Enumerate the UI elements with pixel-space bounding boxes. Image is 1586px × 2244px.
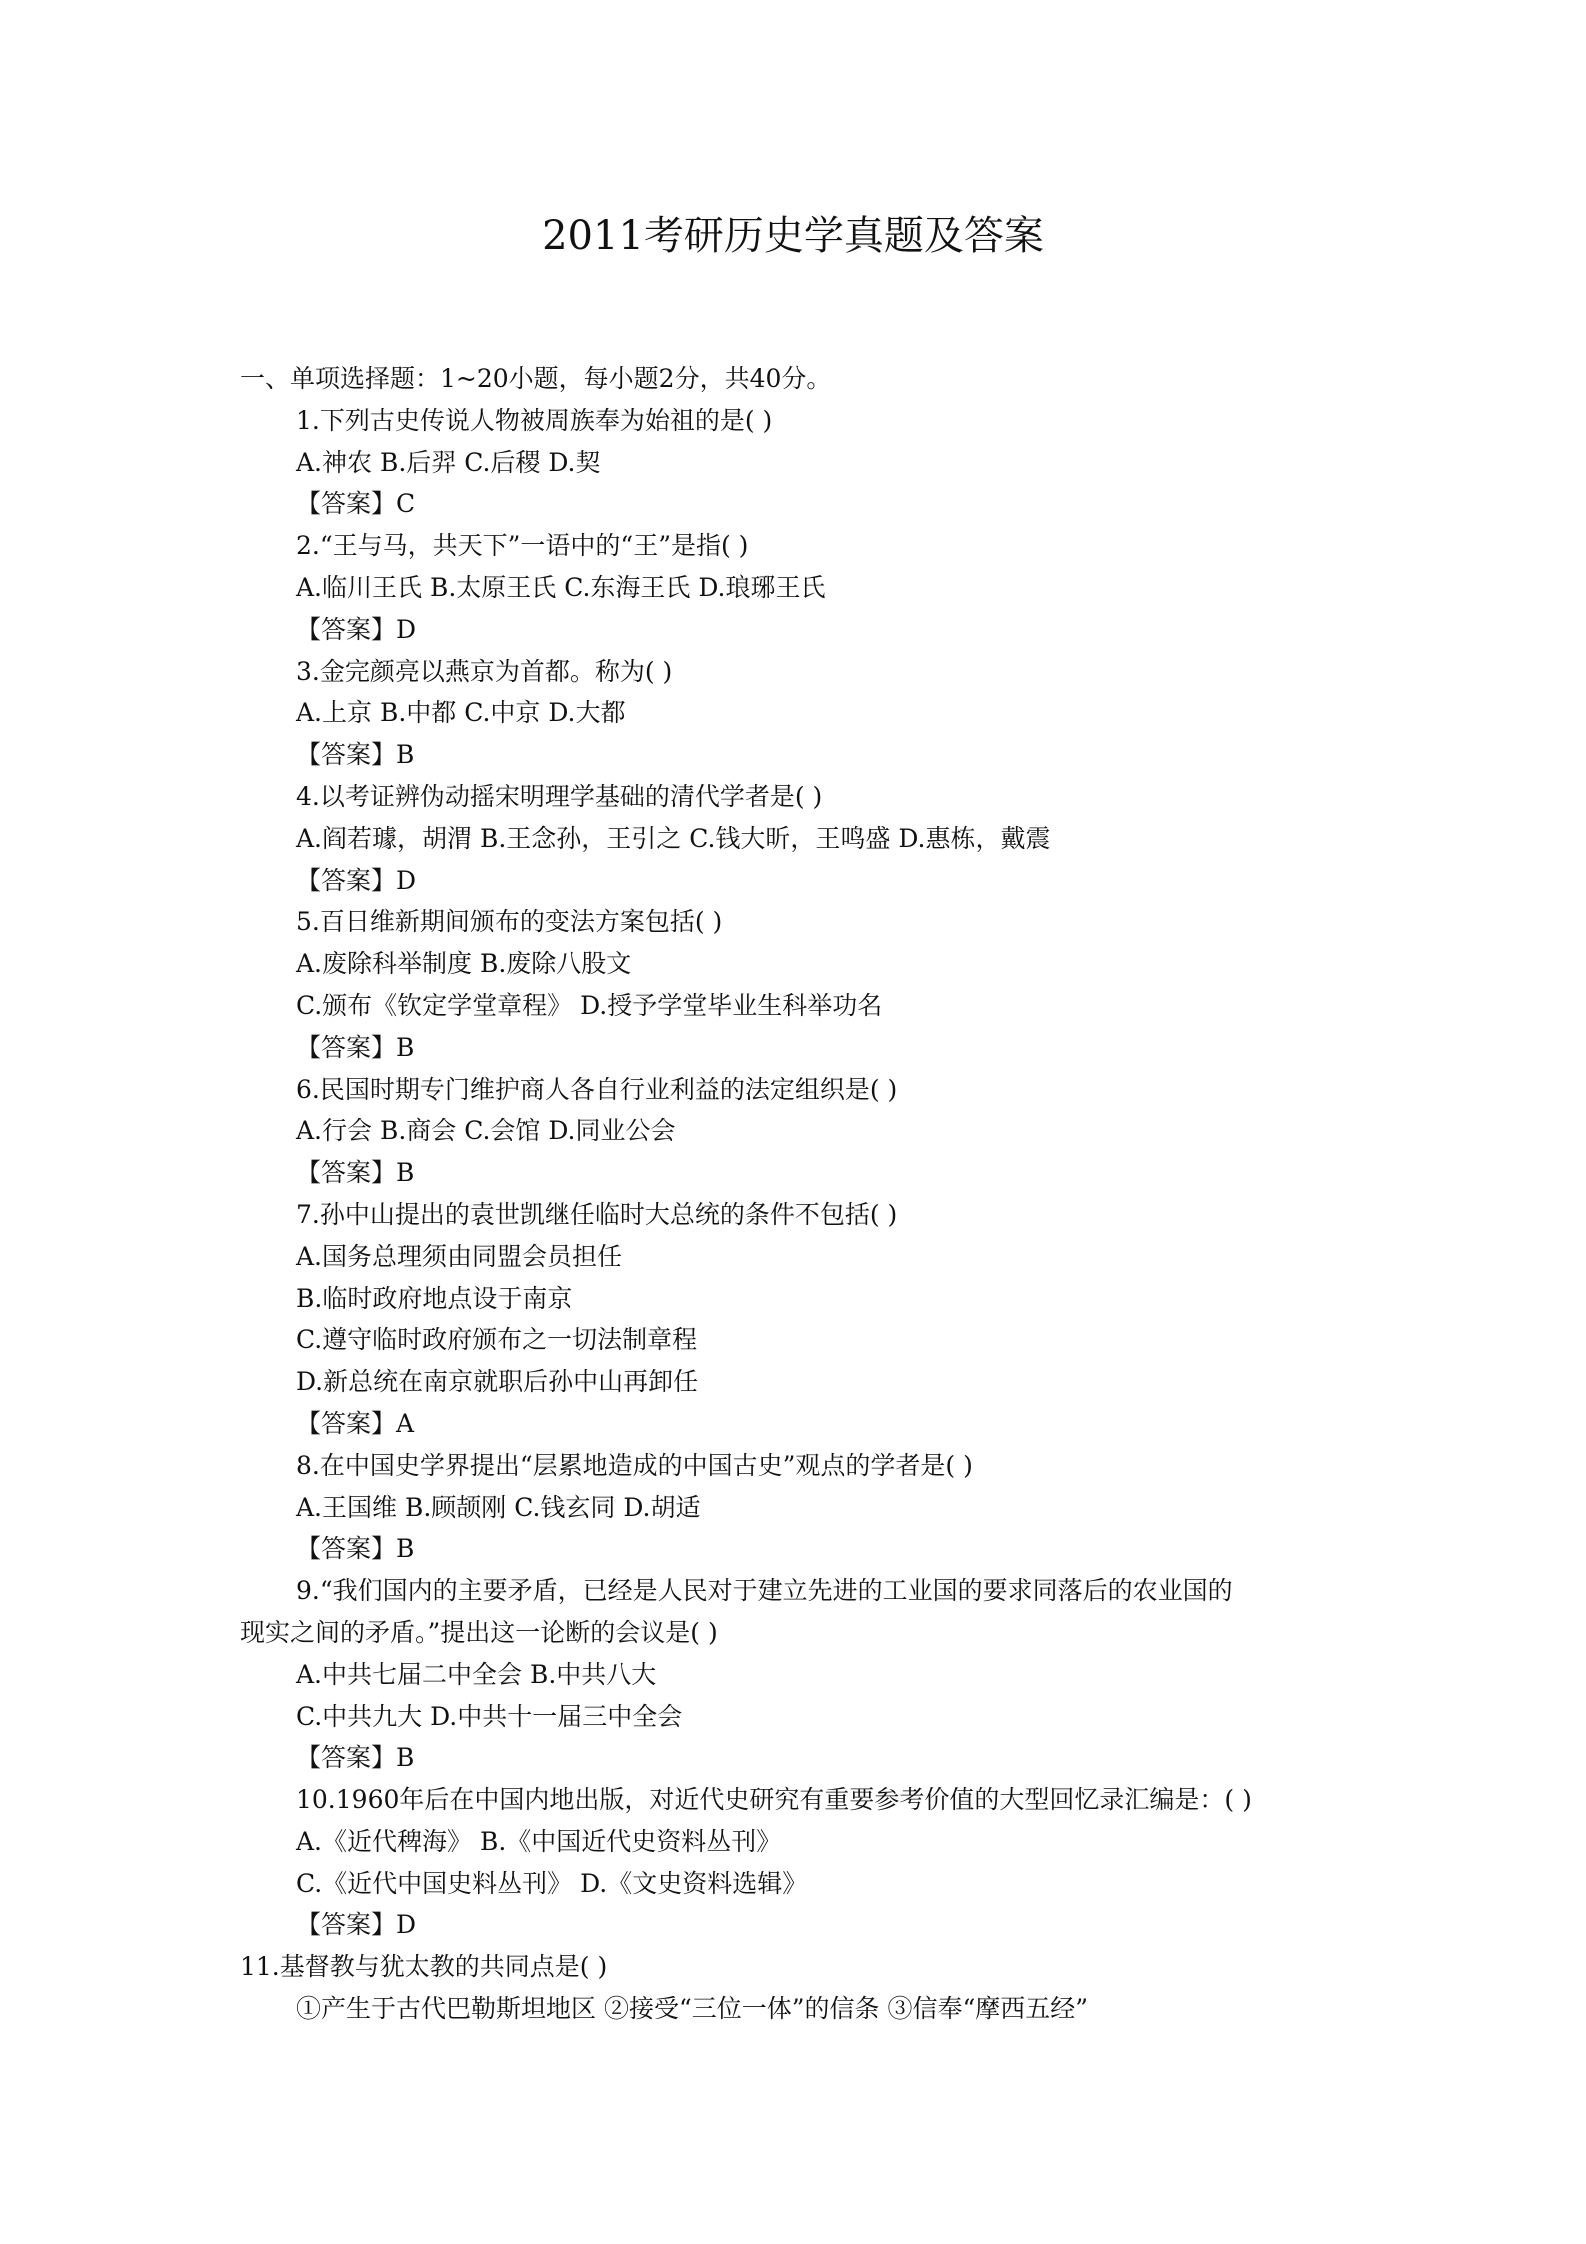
question-7-stem: 7.孙中山提出的袁世凯继任临时大总统的条件不包括( ): [296, 1199, 898, 1229]
question-3-options: A.上京 B.中都 C.中京 D.大都: [296, 698, 626, 728]
question-9-stem-1: 9.“我们国内的主要矛盾，已经是人民对于建立先进的工业国的要求同落后的农业国的: [296, 1576, 1233, 1606]
question-1-answer: 【答案】C: [296, 489, 416, 519]
question-9-options-1: A.中共七届二中全会 B.中共八大: [296, 1659, 657, 1689]
question-3-answer: 【答案】B: [296, 740, 415, 770]
question-10-stem: 10.1960年后在中国内地出版，对近代史研究有重要参考价值的大型回忆录汇编是：( ): [296, 1785, 1252, 1815]
question-9-options-2: C.中共九大 D.中共十一届三中全会: [296, 1701, 683, 1731]
question-2-stem: 2.“王与马，共天下”一语中的“王”是指( ): [296, 531, 749, 561]
question-4-answer: 【答案】D: [296, 865, 417, 895]
question-6-options: A.行会 B.商会 C.会馆 D.同业公会: [296, 1116, 676, 1146]
question-9-answer: 【答案】B: [296, 1743, 415, 1773]
question-10-answer: 【答案】D: [296, 1910, 417, 1940]
question-9-stem-2: 现实之间的矛盾。”提出这一论断的会议是( ): [240, 1617, 718, 1647]
question-2-options: A.临川王氏 B.太原王氏 C.东海王氏 D.琅琊王氏: [296, 572, 826, 602]
question-1-options: A.神农 B.后羿 C.后稷 D.契: [296, 447, 601, 477]
question-6-answer: 【答案】B: [296, 1158, 415, 1188]
question-5-stem: 5.百日维新期间颁布的变法方案包括( ): [296, 907, 723, 937]
question-10-options-2: C.《近代中国史料丛刊》 D.《文史资料选辑》: [296, 1868, 808, 1898]
question-8-answer: 【答案】B: [296, 1534, 415, 1564]
question-7-option-a: A.国务总理须由同盟会员担任: [296, 1241, 623, 1271]
question-7-answer: 【答案】A: [296, 1408, 415, 1438]
question-8-stem: 8.在中国史学界提出“层累地造成的中国古史”观点的学者是( ): [296, 1450, 973, 1480]
question-7-option-c: C.遵守临时政府颁布之一切法制章程: [296, 1325, 698, 1355]
question-11-stem: 11.基督教与犹太教的共同点是( ): [240, 1952, 608, 1982]
question-5-options-2: C.颁布《钦定学堂章程》 D.授予学堂毕业生科举功名: [296, 990, 883, 1020]
page-title: 2011考研历史学真题及答案: [542, 213, 1044, 259]
question-3-stem: 3.金完颜亮以燕京为首都。称为( ): [296, 656, 673, 686]
question-1-stem: 1.下列古史传说人物被周族奉为始祖的是( ): [296, 405, 773, 435]
question-11-options: ①产生于古代巴勒斯坦地区 ②接受“三位一体”的信条 ③信奉“摩西五经”: [296, 1994, 1089, 2024]
question-4-options: A.阎若璩，胡渭 B.王念孙，王引之 C.钱大昕，王鸣盛 D.惠栋，戴震: [296, 823, 1051, 853]
question-5-answer: 【答案】B: [296, 1032, 415, 1062]
question-7-option-d: D.新总统在南京就职后孙中山再卸任: [296, 1367, 699, 1397]
section-heading: 一、单项选择题：1~20小题，每小题2分，共40分。: [240, 364, 832, 393]
question-6-stem: 6.民国时期专门维护商人各自行业利益的法定组织是( ): [296, 1074, 898, 1104]
question-8-options: A.王国维 B.顾颉刚 C.钱玄同 D.胡适: [296, 1492, 701, 1522]
document-body: [240, 358, 1360, 2030]
question-2-answer: 【答案】D: [296, 614, 417, 644]
question-4-stem: 4.以考证辨伪动摇宋明理学基础的清代学者是( ): [296, 781, 823, 811]
question-5-options-1: A.废除科举制度 B.废除八股文: [296, 949, 632, 979]
question-10-options-1: A.《近代稗海》 B.《中国近代史资料丛刊》: [296, 1826, 782, 1856]
question-7-option-b: B.临时政府地点设于南京: [296, 1283, 573, 1313]
